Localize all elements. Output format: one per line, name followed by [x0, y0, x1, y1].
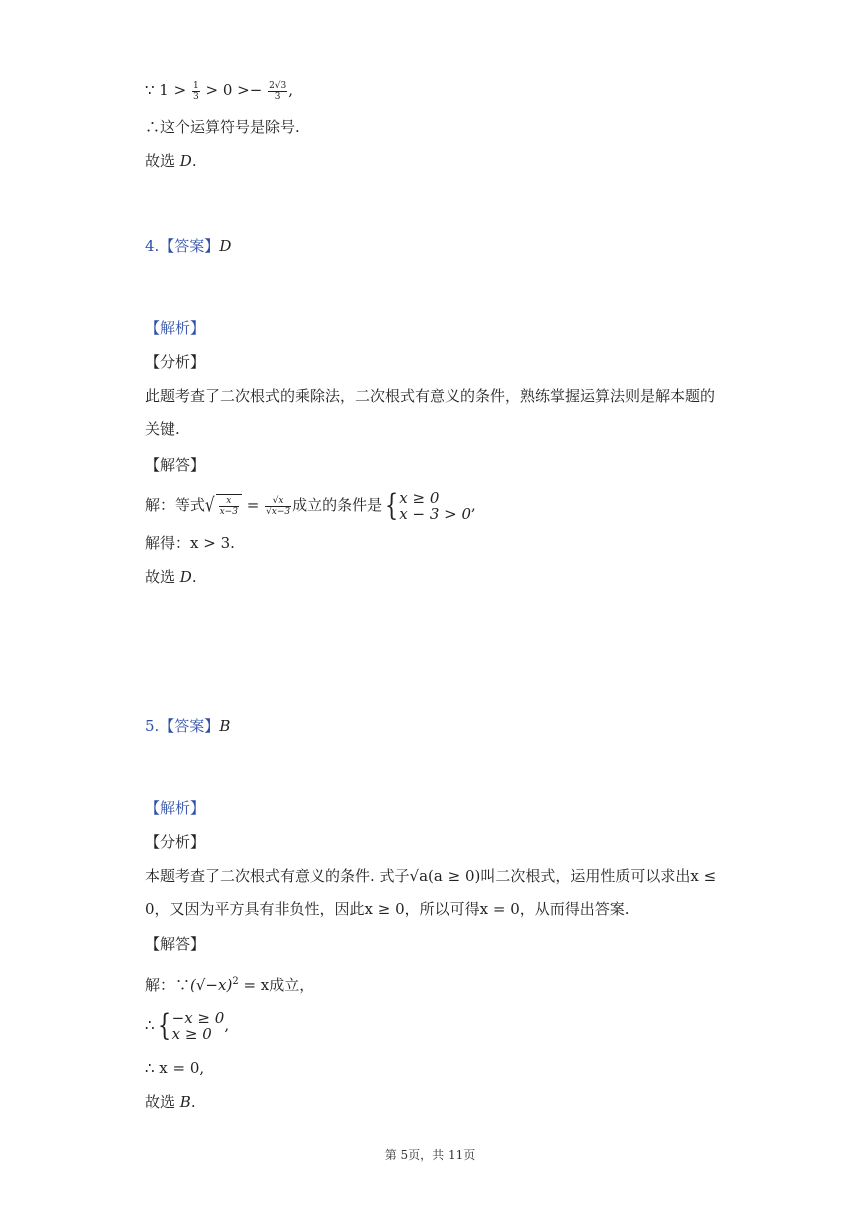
q4-fenxi-heading: 【分析】 [145, 353, 206, 371]
q5-jieda-heading: 【解答】 [145, 935, 206, 953]
q5-fenxi-heading: 【分析】 [145, 833, 206, 851]
page-footer: 第 5页，共 11页 [384, 1148, 476, 1162]
q4-jieda-heading: 【解答】 [145, 456, 206, 474]
q5-result: ∴ x = 0, [145, 1059, 205, 1077]
q5-jiexi-heading: 【解析】 [145, 799, 206, 817]
q3-inequality-line: ∵ 1 > $\frac{1}{3}$ > 0 >− $\frac{2√3}{3}$ , [145, 80, 294, 102]
q5-analysis-line2: 0，又因为平方具有非负性，因此x ≥ 0，所以可得x = 0，从而得出答案. [145, 900, 630, 918]
q4-result: 解得：x > 3. [145, 534, 235, 552]
q4-jiexi-heading: 【解析】 [145, 319, 206, 337]
q4-analysis-line1: 此题考查了二次根式的乘除法，二次根式有意义的条件，熟练掌握运算法则是解本题的 [145, 387, 716, 405]
q5-solution-line: 解：$\because(√-x)^2 = x$成立， [145, 976, 315, 994]
q4-answer: 4.【答案】D [145, 237, 232, 255]
q3-conclusion: ∴这个运算符号是除号. [145, 118, 300, 136]
q5-analysis-line1: 本题考查了二次根式有意义的条件. 式子√a(a ≥ 0)叫二次根式，运用性质可以求出x ≤ [145, 867, 717, 885]
fraction-two-root-three-over-three: $\frac{2√3}{3}$ [269, 80, 287, 102]
q4-final-choice: 故选 D. [145, 568, 197, 586]
q5-condition-system: −x ≥ 0 x ≥ 0 [171, 1009, 225, 1043]
q4-condition-system: x ≥ 0 x − 3 > 0 [399, 489, 472, 523]
q5-system-line: ∴{ −x ≥ 0 x ≥ 0 , [145, 1008, 230, 1043]
q3-final-choice: 故选 D. [145, 152, 197, 170]
q5-answer: 5.【答案】B [145, 717, 231, 735]
fraction-one-third: $\frac{1}{3}$ [192, 80, 199, 102]
q4-solution-line: 解：等式√ $\frac{x}{x-3}$ = $\frac{√x}{√x-3}$ 成立的条件是{ x ≥ 0 x − 3 > 0 , [145, 488, 476, 523]
q5-final-choice: 故选 B. [145, 1093, 196, 1111]
q4-analysis-line2: 关键. [145, 420, 180, 438]
